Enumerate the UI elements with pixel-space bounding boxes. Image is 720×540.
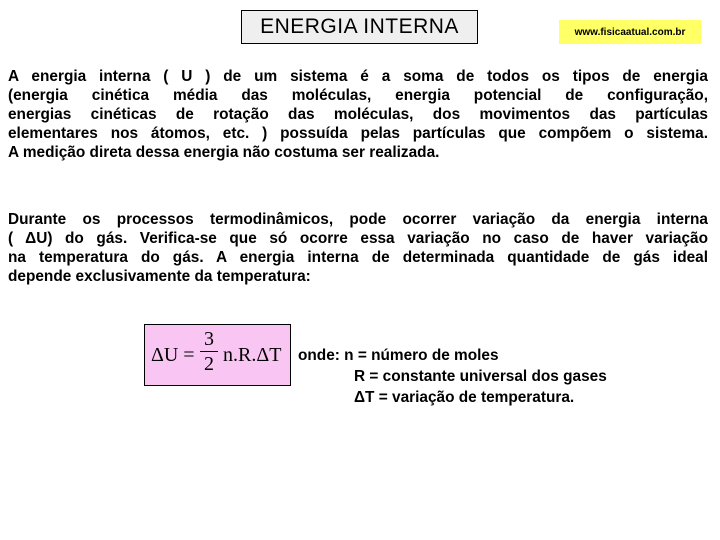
legend-line-n: onde: n = número de moles	[298, 347, 499, 364]
site-url-badge[interactable]: www.fisicaatual.com.br	[559, 20, 701, 44]
paragraph-line: Durante os processos termodinâmicos, pode ocorrer variação da energia interna	[8, 211, 708, 228]
formula-fraction	[200, 328, 218, 375]
paragraph-line: (energia cinética média das moléculas, energia potencial de configuração,	[8, 87, 708, 104]
formula-denominator: 2	[204, 353, 214, 375]
paragraph-line: na temperatura do gás. A energia interna de determinada quantidade de gás ideal	[8, 249, 708, 266]
formula-rhs: n.R.ΔT	[223, 344, 282, 366]
paragraph-line: elementares nos átomos, etc. ) possuída pelas partículas que compõem o sistema.	[8, 125, 708, 142]
formula-numerator: 3	[204, 328, 214, 350]
paragraph-line: A energia interna ( U ) de um sistema é a soma de todos os tipos de energia	[8, 68, 708, 85]
paragraph-line: energias cinéticas de rotação das moléculas, dos movimentos das partículas	[8, 106, 708, 123]
legend-line-delta-t: ΔT = variação de temperatura.	[354, 389, 575, 406]
legend-line-r: R = constante universal dos gases	[354, 368, 607, 385]
fraction-bar	[200, 351, 218, 352]
page-title: ENERGIA INTERNA	[241, 10, 478, 44]
formula-legend	[298, 345, 607, 408]
paragraph-thermodynamic-processes	[8, 210, 708, 286]
internal-energy-formula	[144, 324, 291, 386]
paragraph-line: A medição direta dessa energia não costuma ser realizada.	[8, 144, 440, 161]
formula-lhs: ΔU =	[151, 344, 195, 366]
paragraph-line: ( ΔU) do gás. Verifica-se que só ocorre essa variação no caso de haver variação	[8, 230, 708, 247]
paragraph-line: depende exclusivamente da temperatura:	[8, 268, 311, 285]
paragraph-internal-energy-definition	[8, 67, 708, 162]
